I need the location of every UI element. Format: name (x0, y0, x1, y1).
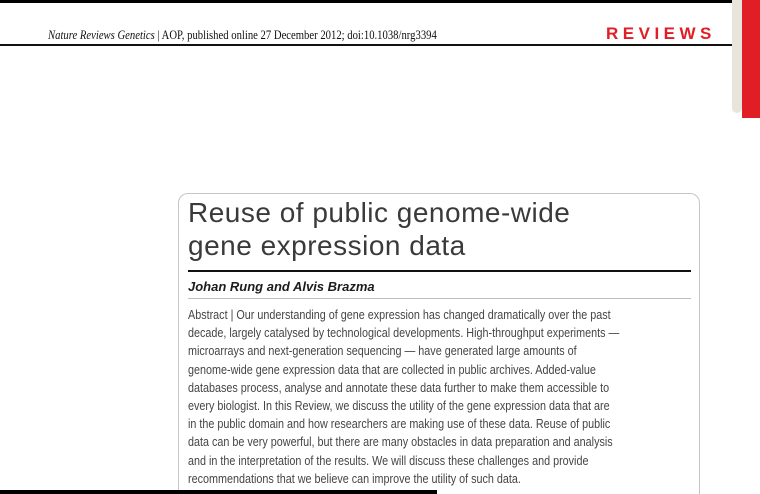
header-rule (0, 44, 737, 46)
section-label: REVIEWS (606, 24, 716, 43)
title-rule (188, 270, 691, 272)
journal-name: Nature Reviews Genetics (48, 27, 155, 42)
abstract-line: microarrays and next-generation sequencing — have generated large amounts of (188, 343, 577, 359)
abstract-line: decade, largely catalysed by technological developments. High-throughput experiments — (188, 325, 620, 341)
article-title (188, 196, 693, 262)
abstract-line: recommendations that we believe can improve the utility of such data. (188, 470, 521, 486)
abstract-paragraph (188, 306, 691, 488)
abstract-line: and in the interpretation of the results. We will discuss these challenges and provide (188, 452, 589, 468)
section-color-bar (742, 0, 760, 118)
masthead-citation (48, 27, 437, 43)
abstract-line: in the public domain and how researchers are making use of these data. Reuse of public (188, 416, 611, 432)
abstract-line: data can be very powerful, but there are many obstacles in data preparation and analysis (188, 434, 613, 450)
article-title-line1: Reuse of public genome-wide (188, 197, 571, 228)
page-edge-beige-strip (732, 0, 742, 113)
abstract-line: Abstract | Our understanding of gene expression has changed dramatically over the past (188, 307, 611, 322)
citation-text: | AOP, published online 27 December 2012; doi:10.1038/nrg3394 (154, 27, 437, 42)
authors-rule (188, 298, 691, 299)
article-authors: Johan Rung and Alvis Brazma (188, 279, 375, 294)
page-edge-bottom-bar (0, 490, 437, 494)
abstract-line: genome-wide gene expression data that are collected in public archives. Added-value (188, 361, 596, 377)
page-edge-top-bar (0, 0, 733, 3)
article-title-line2: gene expression data (188, 230, 466, 261)
abstract-line: databases process, analyse and annotate these data further to make them accessible to (188, 379, 610, 395)
abstract-line: every biologist. In this Review, we discuss the utility of the gene expression data that are (188, 397, 610, 413)
